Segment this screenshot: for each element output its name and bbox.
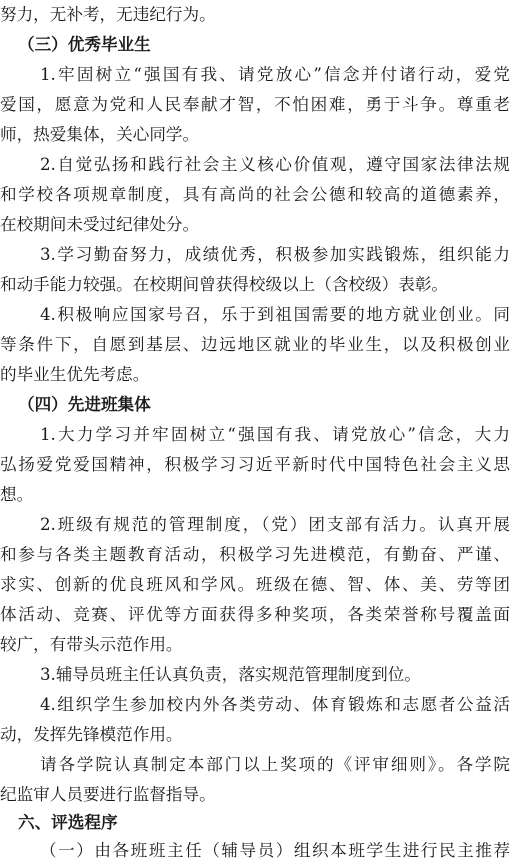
paragraph-line: 1.大力学习并牢固树立“强国有我、请党放心”信念，大力 bbox=[40, 425, 510, 444]
paragraph-line: 等条件下，自愿到基层、边远地区就业的毕业生，以及积极创业 bbox=[0, 335, 510, 354]
paragraph-line: 动，发挥先锋模范作用。 bbox=[0, 725, 183, 744]
paragraph-line: 1.牢固树立“强国有我、请党放心”信念并付诸行动，爱党 bbox=[40, 65, 510, 84]
paragraph-line: （一）由各班班主任（辅导员）组织本班学生进行民主推荐 bbox=[40, 841, 510, 860]
paragraph-line: 想。 bbox=[0, 485, 34, 504]
paragraph-line: 爱国，愿意为党和人民奉献才智，不怕困难，勇于斗争。尊重老 bbox=[0, 95, 510, 114]
paragraph-line: 和参与各类主题教育活动，积极学习先进模范，有勤奋、严谨、 bbox=[0, 545, 510, 564]
paragraph-line: 的毕业生优先考虑。 bbox=[0, 365, 150, 384]
section-heading-selection-procedure: 六、评选程序 bbox=[18, 813, 118, 832]
paragraph-line: 体活动、竞赛、评优等方面获得多种奖项，各类荣誉称号覆盖面 bbox=[0, 605, 510, 624]
paragraph-line: 努力，无补考，无违纪行为。 bbox=[0, 5, 216, 24]
paragraph-line: 3.辅导员班主任认真负责，落实规范管理制度到位。 bbox=[40, 665, 421, 684]
paragraph-line: 3.学习勤奋努力，成绩优秀，积极参加实践锻炼，组织能力 bbox=[40, 245, 510, 264]
paragraph-line: 2.班级有规范的管理制度，（党）团支部有活力。认真开展 bbox=[40, 515, 510, 534]
paragraph-line: 请各学院认真制定本部门以上奖项的《评审细则》。各学院 bbox=[40, 755, 510, 774]
paragraph-line: 和学校各项规章制度，具有高尚的社会公德和较高的道德素养， bbox=[0, 185, 510, 204]
paragraph-line: 较广，有带头示范作用。 bbox=[0, 635, 183, 654]
section-heading-outstanding-graduates: （三）优秀毕业生 bbox=[18, 35, 151, 54]
paragraph-line: 和动手能力较强。在校期间曾获得校级以上（含校级）表彰。 bbox=[0, 275, 449, 294]
paragraph-line: 师，热爱集体，关心同学。 bbox=[0, 125, 200, 144]
paragraph-line: 弘扬爱党爱国精神，积极学习习近平新时代中国特色社会主义思 bbox=[0, 455, 510, 474]
paragraph-line: 求实、创新的优良班风和学风。班级在德、智、体、美、劳等团 bbox=[0, 575, 510, 594]
section-heading-advanced-class: （四）先进班集体 bbox=[18, 395, 151, 414]
paragraph-line: 4.组织学生参加校内外各类劳动、体育锻炼和志愿者公益活 bbox=[40, 695, 510, 714]
paragraph-line: 2.自觉弘扬和践行社会主义核心价值观，遵守国家法律法规 bbox=[40, 155, 510, 174]
paragraph-line: 纪监审人员要进行监督指导。 bbox=[0, 785, 216, 804]
paragraph-line: 在校期间未受过纪律处分。 bbox=[0, 215, 200, 234]
paragraph-line: 4.积极响应国家号召，乐于到祖国需要的地方就业创业。同 bbox=[40, 305, 510, 324]
